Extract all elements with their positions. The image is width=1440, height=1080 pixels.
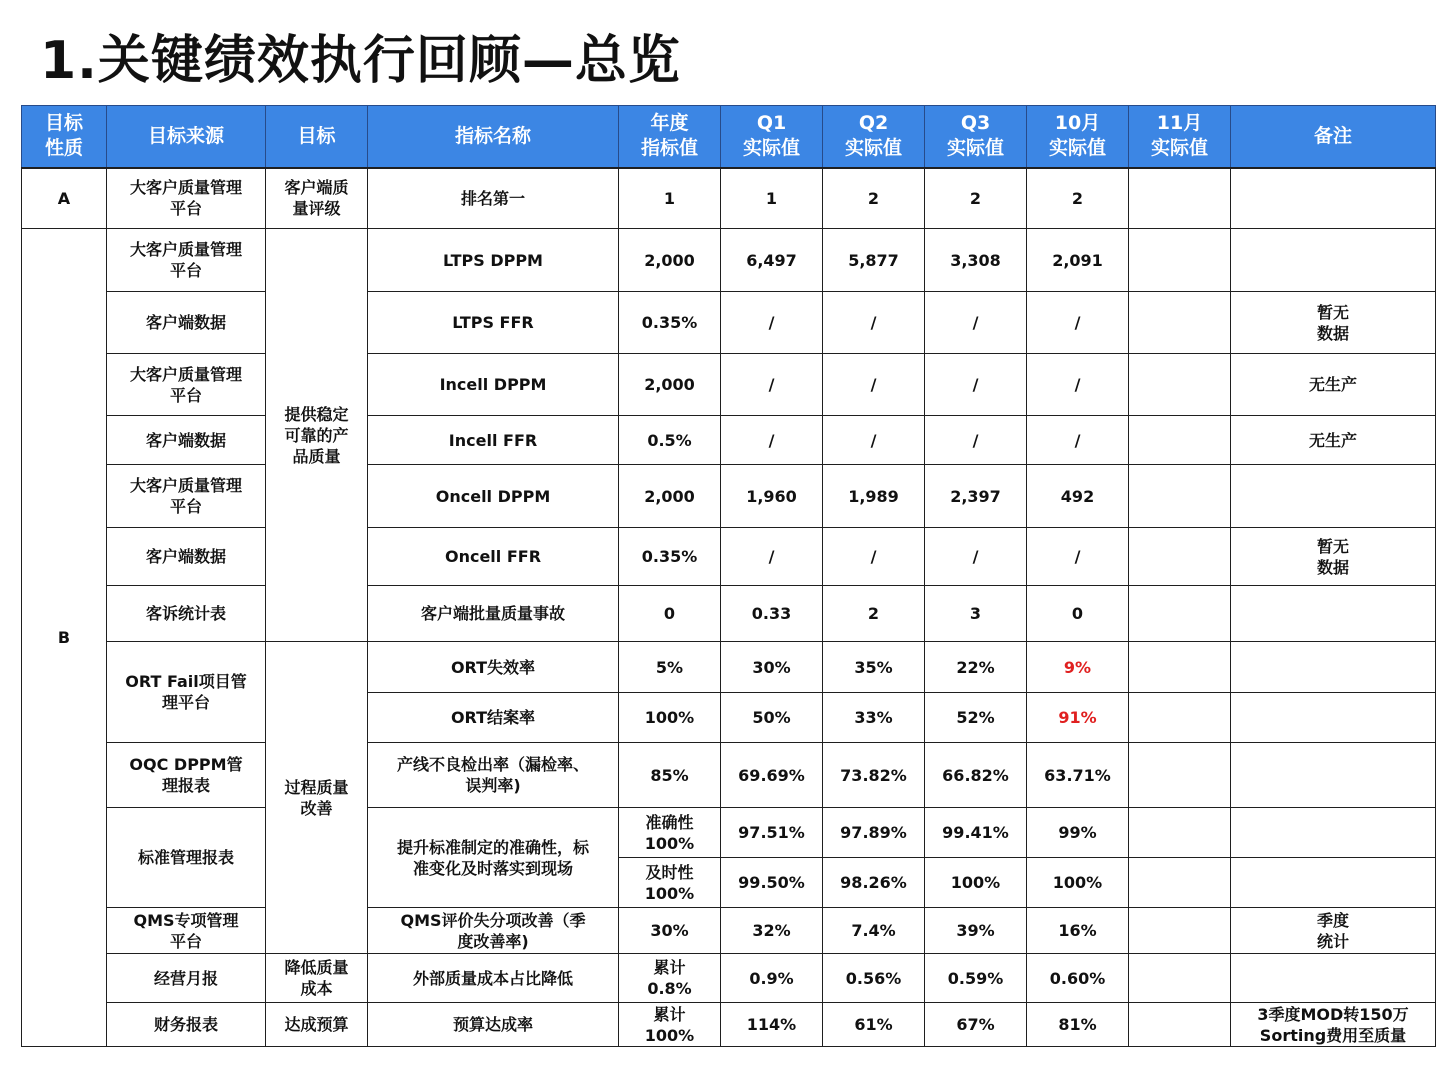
table-row: [22, 229, 1436, 292]
oct-cell: 81%: [1027, 1003, 1129, 1047]
goal-cell: 降低质量 成本: [266, 954, 368, 1003]
remark-cell: 3季度MOD转150万 Sorting费用至质量: [1231, 1003, 1436, 1047]
nov-cell: [1129, 354, 1231, 416]
nov-cell: [1129, 586, 1231, 642]
table-row: [22, 292, 1436, 354]
goal-cell: 过程质量 改善: [266, 642, 368, 954]
oct-cell: 63.71%: [1027, 743, 1129, 808]
q2-cell: 61%: [823, 1003, 925, 1047]
q3-cell: /: [925, 354, 1027, 416]
source-cell: 大客户质量管理 平台: [107, 229, 266, 292]
table-row: [22, 743, 1436, 808]
q2-cell: /: [823, 354, 925, 416]
q2-cell: 35%: [823, 642, 925, 693]
indicator-cell: 客户端批量质量事故: [368, 586, 619, 642]
remark-cell: 暂无 数据: [1231, 528, 1436, 586]
source-cell: OQC DPPM管 理报表: [107, 743, 266, 808]
table-row: [22, 168, 1436, 229]
remark-cell: [1231, 743, 1436, 808]
q1-cell: /: [721, 354, 823, 416]
oct-cell: 492: [1027, 465, 1129, 528]
q1-cell: 32%: [721, 908, 823, 954]
q2-cell: /: [823, 416, 925, 465]
q2-cell: 5,877: [823, 229, 925, 292]
q1-cell: 6,497: [721, 229, 823, 292]
remark-cell: [1231, 586, 1436, 642]
header-indicator: 指标名称: [368, 106, 619, 168]
indicator-cell: 预算达成率: [368, 1003, 619, 1047]
source-cell: 财务报表: [107, 1003, 266, 1047]
indicator-cell: Oncell DPPM: [368, 465, 619, 528]
goal-cell: 客户端质 量评级: [266, 168, 368, 229]
table-row: [22, 642, 1436, 693]
source-cell: 大客户质量管理 平台: [107, 168, 266, 229]
q2-cell: 33%: [823, 693, 925, 743]
oct-cell: /: [1027, 528, 1129, 586]
oct-cell: 99%: [1027, 808, 1129, 858]
source-cell: 大客户质量管理 平台: [107, 354, 266, 416]
table-row: [22, 528, 1436, 586]
q1-cell: 50%: [721, 693, 823, 743]
nov-cell: [1129, 858, 1231, 908]
indicator-cell: Incell FFR: [368, 416, 619, 465]
q2-cell: /: [823, 528, 925, 586]
remark-cell: [1231, 693, 1436, 743]
kpi-table: [21, 105, 1436, 1047]
q3-cell: 2: [925, 168, 1027, 229]
q3-cell: 39%: [925, 908, 1027, 954]
nov-cell: [1129, 908, 1231, 954]
page-title: 1.关键绩效执行回顾—总览: [40, 31, 681, 91]
nov-cell: [1129, 743, 1231, 808]
nov-cell: [1129, 1003, 1231, 1047]
q3-cell: /: [925, 292, 1027, 354]
q2-cell: 1,989: [823, 465, 925, 528]
oct-cell: /: [1027, 416, 1129, 465]
annual-cell: 0: [619, 586, 721, 642]
nov-cell: [1129, 292, 1231, 354]
annual-cell: 0.35%: [619, 528, 721, 586]
q2-cell: 97.89%: [823, 808, 925, 858]
source-cell: 客诉统计表: [107, 586, 266, 642]
source-cell: ORT Fail项目管 理平台: [107, 642, 266, 743]
oct-cell: 9%: [1027, 642, 1129, 693]
source-cell: 客户端数据: [107, 292, 266, 354]
q3-cell: 3: [925, 586, 1027, 642]
annual-cell: 2,000: [619, 229, 721, 292]
q2-cell: /: [823, 292, 925, 354]
q3-cell: 3,308: [925, 229, 1027, 292]
q1-cell: /: [721, 528, 823, 586]
source-cell: 经营月报: [107, 954, 266, 1003]
q1-cell: 114%: [721, 1003, 823, 1047]
oct-cell: 0.60%: [1027, 954, 1129, 1003]
remark-cell: [1231, 642, 1436, 693]
oct-cell: 0: [1027, 586, 1129, 642]
remark-cell: [1231, 954, 1436, 1003]
oct-cell: /: [1027, 354, 1129, 416]
oct-cell: 2,091: [1027, 229, 1129, 292]
indicator-cell: 提升标准制定的准确性，标 准变化及时落实到现场: [368, 808, 619, 908]
header-oct: 10月 实际值: [1027, 106, 1129, 168]
q3-cell: /: [925, 528, 1027, 586]
annual-cell: 85%: [619, 743, 721, 808]
annual-cell: 准确性 100%: [619, 808, 721, 858]
table-row: [22, 954, 1436, 1003]
nov-cell: [1129, 808, 1231, 858]
q3-cell: 52%: [925, 693, 1027, 743]
q3-cell: /: [925, 416, 1027, 465]
header-remark: 备注: [1231, 106, 1436, 168]
nature-cell: A: [22, 168, 107, 229]
annual-cell: 2,000: [619, 354, 721, 416]
source-cell: 客户端数据: [107, 528, 266, 586]
table-row: [22, 1003, 1436, 1047]
q2-cell: 2: [823, 168, 925, 229]
oct-cell: 91%: [1027, 693, 1129, 743]
nov-cell: [1129, 528, 1231, 586]
nov-cell: [1129, 229, 1231, 292]
q2-cell: 73.82%: [823, 743, 925, 808]
q1-cell: 0.33: [721, 586, 823, 642]
annual-cell: 1: [619, 168, 721, 229]
indicator-cell: ORT结案率: [368, 693, 619, 743]
indicator-cell: LTPS FFR: [368, 292, 619, 354]
indicator-cell: LTPS DPPM: [368, 229, 619, 292]
table-row: [22, 354, 1436, 416]
remark-cell: [1231, 168, 1436, 229]
oct-cell: 100%: [1027, 858, 1129, 908]
q2-cell: 98.26%: [823, 858, 925, 908]
q1-cell: 69.69%: [721, 743, 823, 808]
q1-cell: /: [721, 416, 823, 465]
table-row: [22, 586, 1436, 642]
q1-cell: 97.51%: [721, 808, 823, 858]
q1-cell: /: [721, 292, 823, 354]
header-source: 目标来源: [107, 106, 266, 168]
annual-cell: 累计 100%: [619, 1003, 721, 1047]
q3-cell: 2,397: [925, 465, 1027, 528]
nov-cell: [1129, 642, 1231, 693]
annual-cell: 100%: [619, 693, 721, 743]
indicator-cell: 产线不良检出率（漏检率、 误判率): [368, 743, 619, 808]
oct-cell: 2: [1027, 168, 1129, 229]
header-annual: 年度 指标值: [619, 106, 721, 168]
header-nature: 目标 性质: [22, 106, 107, 168]
remark-cell: [1231, 229, 1436, 292]
indicator-cell: QMS评价失分项改善（季 度改善率): [368, 908, 619, 954]
remark-cell: [1231, 858, 1436, 908]
oct-cell: 16%: [1027, 908, 1129, 954]
q1-cell: 30%: [721, 642, 823, 693]
header-nov: 11月 实际值: [1129, 106, 1231, 168]
table-row: [22, 416, 1436, 465]
annual-cell: 5%: [619, 642, 721, 693]
source-cell: 大客户质量管理 平台: [107, 465, 266, 528]
remark-cell: 无生产: [1231, 416, 1436, 465]
table-row: [22, 808, 1436, 858]
oct-cell: /: [1027, 292, 1129, 354]
remark-cell: [1231, 465, 1436, 528]
indicator-cell: Incell DPPM: [368, 354, 619, 416]
q2-cell: 7.4%: [823, 908, 925, 954]
nature-cell: B: [22, 229, 107, 1047]
indicator-cell: 排名第一: [368, 168, 619, 229]
q2-cell: 0.56%: [823, 954, 925, 1003]
source-cell: 客户端数据: [107, 416, 266, 465]
nov-cell: [1129, 416, 1231, 465]
q1-cell: 99.50%: [721, 858, 823, 908]
annual-cell: 2,000: [619, 465, 721, 528]
goal-cell: 达成预算: [266, 1003, 368, 1047]
indicator-cell: ORT失效率: [368, 642, 619, 693]
annual-cell: 累计 0.8%: [619, 954, 721, 1003]
goal-cell: 提供稳定 可靠的产 品质量: [266, 229, 368, 642]
annual-cell: 及时性 100%: [619, 858, 721, 908]
q1-cell: 1: [721, 168, 823, 229]
table-row: [22, 465, 1436, 528]
annual-cell: 0.35%: [619, 292, 721, 354]
nov-cell: [1129, 693, 1231, 743]
q3-cell: 99.41%: [925, 808, 1027, 858]
q3-cell: 67%: [925, 1003, 1027, 1047]
nov-cell: [1129, 465, 1231, 528]
q3-cell: 0.59%: [925, 954, 1027, 1003]
annual-cell: 0.5%: [619, 416, 721, 465]
nov-cell: [1129, 954, 1231, 1003]
indicator-cell: Oncell FFR: [368, 528, 619, 586]
indicator-cell: 外部质量成本占比降低: [368, 954, 619, 1003]
header-q1: Q1 实际值: [721, 106, 823, 168]
header-q2: Q2 实际值: [823, 106, 925, 168]
annual-cell: 30%: [619, 908, 721, 954]
q1-cell: 0.9%: [721, 954, 823, 1003]
q1-cell: 1,960: [721, 465, 823, 528]
nov-cell: [1129, 168, 1231, 229]
remark-cell: 暂无 数据: [1231, 292, 1436, 354]
remark-cell: 季度 统计: [1231, 908, 1436, 954]
remark-cell: [1231, 808, 1436, 858]
source-cell: 标准管理报表: [107, 808, 266, 908]
q3-cell: 22%: [925, 642, 1027, 693]
header-q3: Q3 实际值: [925, 106, 1027, 168]
q3-cell: 66.82%: [925, 743, 1027, 808]
q2-cell: 2: [823, 586, 925, 642]
source-cell: QMS专项管理 平台: [107, 908, 266, 954]
table-row: [22, 908, 1436, 954]
q3-cell: 100%: [925, 858, 1027, 908]
header-goal: 目标: [266, 106, 368, 168]
remark-cell: 无生产: [1231, 354, 1436, 416]
